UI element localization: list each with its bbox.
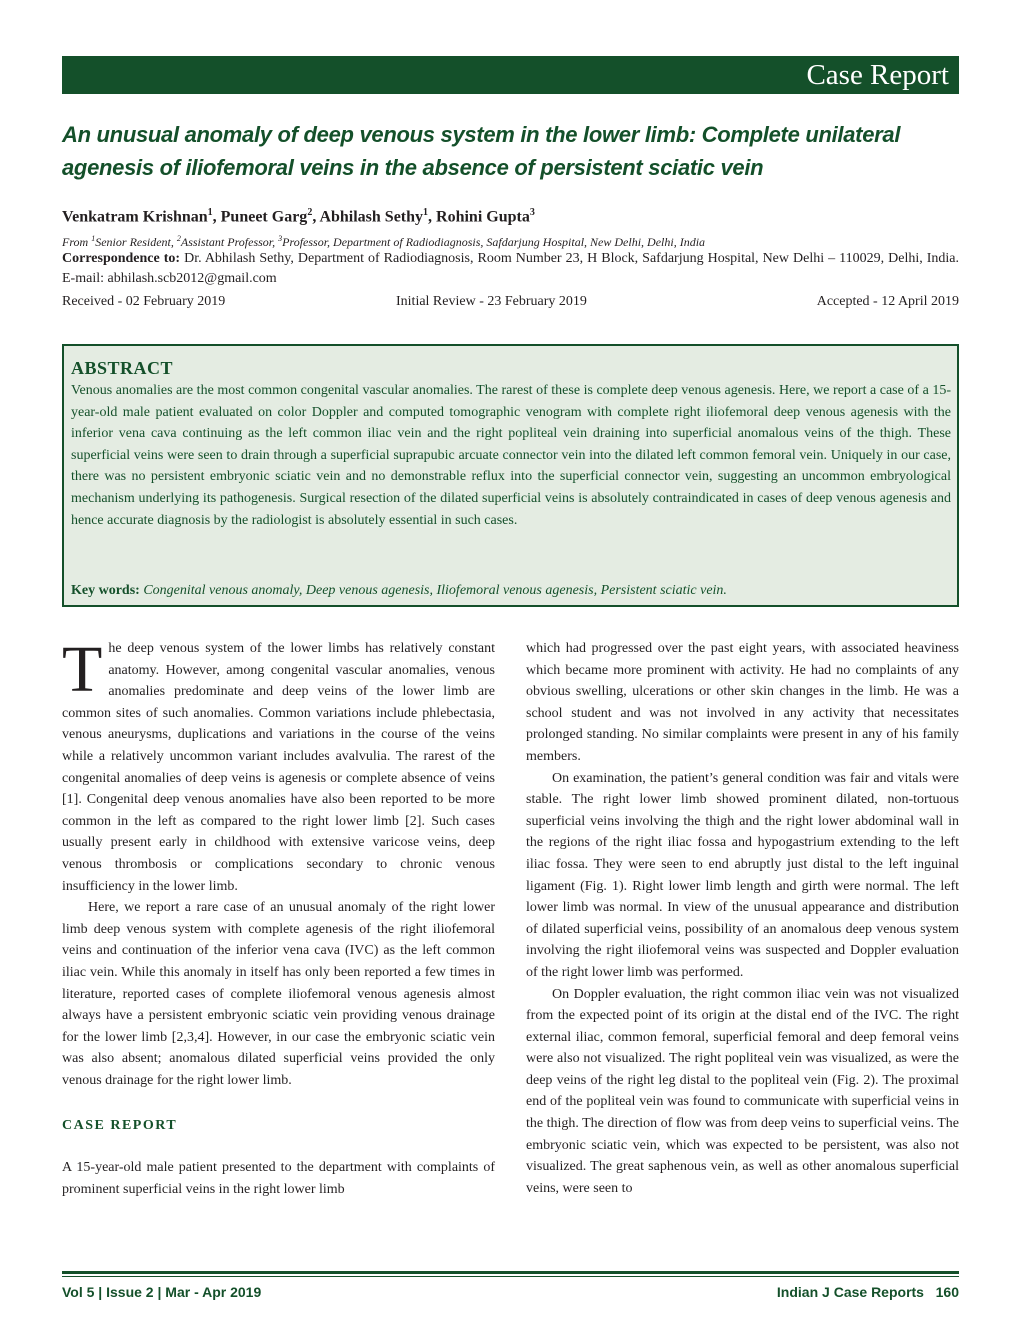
affiliation-line xyxy=(62,231,962,250)
affiliation-text: Senior Resident, xyxy=(95,235,177,249)
author-list: Venkatram Krishnan$^1$, Puneet Garg$^2$, Abhilash Sethy$^1$, Rohini Gupta$^3$ xyxy=(62,207,535,226)
abstract-heading: ABSTRACT xyxy=(71,358,174,378)
body-column-left xyxy=(62,633,495,1200)
article-title: An unusual anomaly of deep venous system in the lower limb: Complete unilateral agenesis of iliofemoral veins in the absence of persistent sciatic vein xyxy=(62,122,901,180)
initial-review-date: Initial Review - 23 February 2019 xyxy=(396,294,587,309)
body-paragraph: On examination, the patient’s general condition was fair and vitals were stable. The right lower limb showed prominent dilated, non-tortuous superficial veins involving the thigh and the right lower abdominal wall in the regions of the right iliac fossa and hypogastrium extending to the left iliac fossa. They were seen to end abruptly just distal to the left inguinal ligament (Fig. 1). Right lower limb length and girth were normal. The left lower limb was normal. In view of the unusual appearance and distribution of dilated superficial veins, possibility of an anomalous deep venous system involving the right iliofemoral veins was suspected and Doppler evaluation of the right lower limb was performed. xyxy=(526,770,959,980)
received-date: Received - 02 February 2019 xyxy=(62,294,226,309)
affiliation-prefix: From xyxy=(62,235,92,249)
affiliation-number: 1 xyxy=(91,234,96,243)
author-name: Venkatram Krishnan xyxy=(62,208,208,226)
correspondence xyxy=(62,249,959,289)
correspondence-label: Correspondence to: xyxy=(62,251,181,266)
body-paragraph: Here, we report a rare case of an unusual anomaly of the right lower limb deep venous system with complete agenesis of the right iliofemoral veins and continuation of the inferior vena cava (IVC) as the left common iliac vein. While this anomaly in itself has only been reported a few times in literature, reported cases of complete iliofemoral venous agenesis almost always have a persistent embryonic sciatic vein providing venous drainage for the lower limb [2,3,4]. However, in our case the embryonic sciatic vein was also absent; anomalous dilated superficial veins provided the only venous drainage for the right lower limb. xyxy=(62,900,495,1088)
article-dates xyxy=(62,292,959,312)
author-name: Rohini Gupta xyxy=(436,208,530,226)
affiliation-number: 3 xyxy=(278,234,283,243)
keywords xyxy=(71,582,951,600)
section-label: Case Report xyxy=(806,59,949,91)
footer-journal-page: Indian J Case Reports 160 xyxy=(776,1284,959,1300)
abstract-box xyxy=(62,344,959,607)
body-paragraph: which had progressed over the past eight years, with associated heaviness which became more prominent with activity. He had no complaints of any obvious swelling, ulcerations or other skin changes in the limb. He was a school student and was not involved in any activity that necessitates prolonged standing. No similar complaints were present in any of his family members. xyxy=(526,641,959,764)
author-name: Puneet Garg xyxy=(220,208,308,226)
correspondence-text: Dr. Abhilash Sethy, Department of Radiodiagnosis, Room Number 23, H Block, Safdarjung Hospital, New Delhi – 110029, Delhi, India. E-mail: abhilash.scb2012@gmail.com xyxy=(62,251,960,286)
keywords-label: Key words: xyxy=(71,583,140,598)
keywords-list: Congenital venous anomaly, Deep venous agenesis, Iliofemoral venous agenesis, Persistent sciatic vein. xyxy=(139,583,727,598)
footer-rule xyxy=(62,1271,959,1274)
abstract-text: Venous anomalies are the most common congenital vascular anomalies. The rarest of these is complete deep venous agenesis. Here, we report a case of a 15-year-old male patient evaluated on color Doppler and computed tomographic venogram with complete right iliofemoral deep venous agenesis with the inferior vena cava continuing as the left common iliac vein and the right popliteal vein draining into superficial anomalous veins of the thigh. These superficial veins were seen to drain through a superficial suprapubic arcuate connector vein into the dilated left common femoral vein. Uniquely in our case, there was no persistent embryonic sciatic vein and no demonstrable reflux into the superficial connector vein, suggesting an uncommon embryological mechanism underlying its pathogenesis. Surgical resection of the dilated superficial veins is absolutely contraindicated in cases of deep venous agenesis and hence accurate diagnosis by the radiologist is absolutely essential in such cases. xyxy=(71,383,951,528)
section-banner xyxy=(62,56,959,94)
section-heading: CASE REPORT xyxy=(62,1118,178,1134)
paragraph-text: he deep venous system of the lower limbs has relatively constant anatomy. However, among congenital vascular anomalies, venous anomalies predominate and deep veins of the lower limb are common sites of such anomalies. Common variations include phlebectasia, venous aneurysms, duplications and variations in the course of the veins while a relatively uncommon variant includes avalvulia. The rarest of the congenital anomalies of deep veins is agenesis or complete absence of veins [1]. Congenital deep venous anomalies have also been reported to be more common in the left as compared to the right lower limb [2]. Such cases usually present early in childhood with extensive varicose veins, deep venous thrombosis or complications secondary to chronic venous insufficiency in the lower limb. xyxy=(62,641,495,894)
accepted-date: Accepted - 12 April 2019 xyxy=(816,294,959,309)
author-affil-number: 2 xyxy=(307,207,313,218)
author-name: Abhilash Sethy xyxy=(319,208,424,226)
footer-rule-thin xyxy=(62,1276,959,1277)
author-affil-number: 1 xyxy=(207,207,213,218)
body-paragraph: A 15-year-old male patient presented to the department with complaints of prominent superficial veins in the right lower limb xyxy=(62,1160,495,1197)
affiliation-number: 2 xyxy=(176,234,181,243)
body-paragraph xyxy=(62,633,495,897)
body-column-right xyxy=(526,638,959,1199)
author-affil-number: 1 xyxy=(423,207,429,218)
drop-cap: T xyxy=(62,633,103,706)
author-affil-number: 3 xyxy=(529,207,535,218)
footer-volume: Vol 5 | Issue 2 | Mar - Apr 2019 xyxy=(62,1284,262,1300)
affiliation-text: Professor, Department of Radiodiagnosis, Safdarjung Hospital, New Delhi, Delhi, India xyxy=(282,235,706,249)
body-paragraph: On Doppler evaluation, the right common iliac vein was not visualized from the expected point of its origin at the distal end of the IVC. The right external iliac, common femoral, superficial femoral and deep femoral veins were also not visualized. The right popliteal vein was visualized, as were the deep veins of the right leg distal to the popliteal vein (Fig. 2). The proximal end of the popliteal vein was found to communicate with superficial veins in the thigh. The direction of flow was from deep veins to superficial veins. The embryonic sciatic vein, which was expected to be persistent, was also not visualized. The great saphenous vein, as well as other anomalous superficial veins, were seen to xyxy=(526,986,959,1196)
affiliation-text: Assistant Professor, xyxy=(180,235,279,249)
